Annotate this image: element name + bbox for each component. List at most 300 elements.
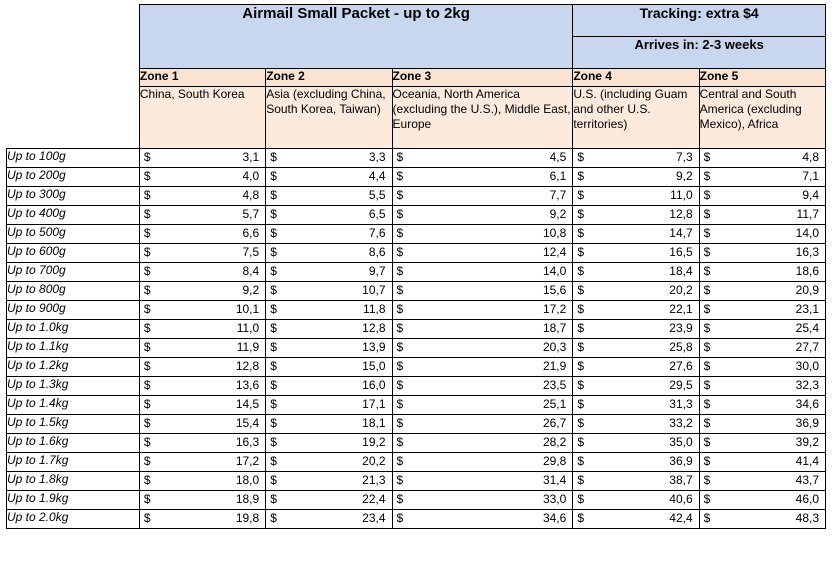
currency-symbol: $ (577, 397, 584, 411)
currency-symbol: $ (577, 245, 584, 259)
price-cell (573, 415, 699, 434)
price-cell (266, 263, 392, 282)
price-amount: 19,8 (235, 511, 260, 525)
zone-description-5: Central and South America (excluding Mexico), Africa (699, 87, 825, 149)
price-amount: 15,4 (235, 416, 260, 430)
price-amount: 11,8 (363, 302, 386, 316)
price-amount: 17,1 (362, 397, 386, 411)
price-amount: 8,6 (368, 245, 386, 259)
price-amount: 32,3 (795, 378, 819, 392)
price-cell (266, 434, 392, 453)
price-cell (266, 282, 392, 301)
currency-symbol: $ (577, 416, 584, 430)
currency-symbol: $ (270, 359, 277, 373)
price-cell (139, 396, 265, 415)
currency-symbol: $ (703, 435, 711, 449)
price-cell (573, 187, 699, 206)
price-amount: 14,7 (669, 226, 693, 240)
price-amount: 10,1 (235, 302, 260, 316)
table-row (7, 358, 826, 377)
weight-label: Up to 1.1kg (7, 339, 140, 358)
price-cell (392, 244, 573, 263)
price-amount: 18,7 (542, 321, 567, 335)
currency-symbol: $ (396, 378, 404, 392)
price-amount: 16,5 (669, 245, 693, 259)
price-cell (266, 320, 392, 339)
currency-symbol: $ (270, 226, 277, 240)
price-cell (699, 282, 825, 301)
price-cell (392, 453, 573, 472)
price-cell (266, 244, 392, 263)
price-cell (139, 377, 265, 396)
price-cell (266, 358, 392, 377)
table-row (7, 453, 826, 472)
price-cell (266, 510, 392, 529)
price-amount: 16,3 (795, 245, 819, 259)
price-amount: 46,0 (795, 492, 819, 506)
price-cell (573, 491, 699, 510)
currency-symbol: $ (396, 359, 404, 373)
zone-name-row (7, 69, 826, 87)
price-amount: 6,1 (549, 169, 567, 183)
price-amount: 16,3 (235, 435, 260, 449)
price-cell (266, 187, 392, 206)
table-row (7, 263, 826, 282)
price-amount: 33,0 (542, 492, 567, 506)
currency-symbol: $ (396, 492, 404, 506)
currency-symbol: $ (577, 264, 584, 278)
currency-symbol: $ (396, 188, 404, 202)
price-amount: 34,6 (542, 511, 567, 525)
price-amount: 25,1 (542, 397, 567, 411)
currency-symbol: $ (577, 169, 584, 183)
price-amount: 11,7 (796, 207, 819, 221)
price-amount: 40,6 (669, 492, 693, 506)
currency-symbol: $ (703, 340, 711, 354)
currency-symbol: $ (270, 245, 277, 259)
price-cell (392, 301, 573, 320)
price-cell (392, 206, 573, 225)
price-amount: 7,6 (368, 226, 386, 240)
price-cell (139, 472, 265, 491)
price-cell (573, 263, 699, 282)
weight-label: Up to 100g (7, 149, 140, 168)
currency-symbol: $ (577, 188, 584, 202)
table-row (7, 396, 826, 415)
weight-label: Up to 1.8kg (7, 472, 140, 491)
price-cell (139, 453, 265, 472)
price-amount: 20,2 (362, 454, 386, 468)
price-cell (139, 358, 265, 377)
price-cell (266, 472, 392, 491)
currency-symbol: $ (143, 207, 151, 221)
price-amount: 25,4 (795, 321, 819, 335)
price-amount: 17,2 (542, 302, 567, 316)
price-cell (699, 187, 825, 206)
price-amount: 35,0 (669, 435, 693, 449)
price-amount: 18,1 (362, 416, 386, 430)
price-amount: 22,1 (669, 302, 693, 316)
price-cell (699, 358, 825, 377)
currency-symbol: $ (270, 207, 277, 221)
price-cell (266, 377, 392, 396)
price-amount: 28,2 (542, 435, 567, 449)
price-amount: 12,8 (669, 207, 693, 221)
weight-label: Up to 800g (7, 282, 140, 301)
currency-symbol: $ (396, 397, 404, 411)
currency-symbol: $ (396, 511, 404, 525)
currency-symbol: $ (703, 397, 711, 411)
currency-symbol: $ (703, 492, 711, 506)
price-amount: 4,0 (242, 169, 260, 183)
price-amount: 48,3 (795, 511, 819, 525)
price-cell (573, 396, 699, 415)
price-cell (573, 434, 699, 453)
price-amount: 5,5 (368, 188, 386, 202)
price-cell (699, 320, 825, 339)
currency-symbol: $ (396, 207, 404, 221)
price-amount: 26,7 (542, 416, 567, 430)
currency-symbol: $ (703, 245, 711, 259)
currency-symbol: $ (396, 473, 404, 487)
zone-header-2: Zone 2 (266, 69, 392, 87)
weight-label: Up to 1.4kg (7, 396, 140, 415)
currency-symbol: $ (143, 359, 151, 373)
price-cell (266, 225, 392, 244)
weight-label: Up to 600g (7, 244, 140, 263)
price-amount: 11,0 (236, 321, 260, 335)
price-cell (573, 377, 699, 396)
price-cell (266, 339, 392, 358)
price-cell (699, 206, 825, 225)
currency-symbol: $ (143, 245, 151, 259)
price-cell (573, 453, 699, 472)
weight-label: Up to 700g (7, 263, 140, 282)
price-cell (139, 320, 265, 339)
price-amount: 16,0 (362, 378, 386, 392)
currency-symbol: $ (143, 397, 151, 411)
price-cell (573, 358, 699, 377)
price-amount: 36,9 (669, 454, 693, 468)
price-amount: 15,0 (362, 359, 386, 373)
price-cell (139, 282, 265, 301)
currency-symbol: $ (703, 150, 711, 164)
currency-symbol: $ (703, 473, 711, 487)
price-amount: 18,4 (669, 264, 693, 278)
price-amount: 10,7 (362, 283, 386, 297)
zone-description-1: China, South Korea (139, 87, 265, 149)
price-cell (573, 282, 699, 301)
price-amount: 9,7 (368, 264, 386, 278)
price-amount: 18,0 (235, 473, 260, 487)
currency-symbol: $ (396, 245, 404, 259)
price-cell (573, 320, 699, 339)
weight-label: Up to 1.6kg (7, 434, 140, 453)
price-amount: 43,7 (795, 473, 819, 487)
price-amount: 23,4 (362, 511, 386, 525)
price-amount: 21,3 (362, 473, 386, 487)
currency-symbol: $ (703, 169, 711, 183)
price-amount: 7,3 (675, 150, 693, 164)
price-cell (699, 168, 825, 187)
price-cell (392, 187, 573, 206)
price-amount: 23,9 (669, 321, 693, 335)
currency-symbol: $ (577, 435, 584, 449)
currency-symbol: $ (270, 302, 277, 316)
price-amount: 5,7 (242, 207, 260, 221)
price-cell (266, 206, 392, 225)
price-cell (392, 434, 573, 453)
currency-symbol: $ (143, 302, 151, 316)
price-amount: 29,5 (669, 378, 693, 392)
currency-symbol: $ (577, 454, 584, 468)
currency-symbol: $ (143, 511, 151, 525)
currency-symbol: $ (396, 169, 404, 183)
price-cell (266, 453, 392, 472)
weight-label: Up to 200g (7, 168, 140, 187)
zone-header-1: Zone 1 (139, 69, 265, 87)
price-cell (392, 396, 573, 415)
price-amount: 9,2 (675, 169, 693, 183)
price-cell (699, 301, 825, 320)
price-cell (699, 434, 825, 453)
price-cell (139, 225, 265, 244)
table-row (7, 168, 826, 187)
price-cell (699, 510, 825, 529)
price-cell (266, 491, 392, 510)
table-body (7, 5, 826, 529)
price-cell (699, 225, 825, 244)
currency-symbol: $ (577, 473, 584, 487)
currency-symbol: $ (703, 207, 711, 221)
tracking-note: Tracking: extra $4 (573, 5, 826, 37)
table-row (7, 244, 826, 263)
price-cell (699, 491, 825, 510)
zone-header-5: Zone 5 (699, 69, 825, 87)
currency-symbol: $ (143, 378, 151, 392)
weight-label: Up to 500g (7, 225, 140, 244)
currency-symbol: $ (577, 359, 584, 373)
price-amount: 39,2 (795, 435, 819, 449)
price-cell (139, 149, 265, 168)
price-amount: 12,8 (235, 359, 260, 373)
price-cell (392, 472, 573, 491)
currency-symbol: $ (703, 378, 711, 392)
weight-label: Up to 1.0kg (7, 320, 140, 339)
price-amount: 30,0 (795, 359, 819, 373)
currency-symbol: $ (396, 283, 404, 297)
currency-symbol: $ (270, 188, 277, 202)
price-cell (392, 377, 573, 396)
weight-label: Up to 1.9kg (7, 491, 140, 510)
table-row (7, 510, 826, 529)
price-amount: 31,3 (669, 397, 693, 411)
price-amount: 18,9 (235, 492, 260, 506)
currency-symbol: $ (703, 188, 711, 202)
zone-description-2: Asia (excluding China, South Korea, Taiwan) (266, 87, 392, 149)
corner-blank-2 (7, 37, 140, 69)
currency-symbol: $ (143, 435, 151, 449)
price-amount: 9,2 (549, 207, 567, 221)
price-cell (699, 377, 825, 396)
zone-header-4: Zone 4 (573, 69, 699, 87)
price-amount: 22,4 (362, 492, 386, 506)
currency-symbol: $ (270, 511, 277, 525)
price-amount: 27,6 (669, 359, 693, 373)
currency-symbol: $ (270, 321, 277, 335)
currency-symbol: $ (143, 492, 151, 506)
price-amount: 29,8 (542, 454, 567, 468)
price-amount: 8,4 (242, 264, 260, 278)
price-cell (266, 396, 392, 415)
price-amount: 23,1 (795, 302, 819, 316)
price-cell (266, 301, 392, 320)
price-cell (139, 434, 265, 453)
price-amount: 4,4 (368, 169, 386, 183)
currency-symbol: $ (577, 378, 584, 392)
zone-description-3: Oceania, North America (excluding the U.S.), Middle East, Europe (392, 87, 573, 149)
price-amount: 20,9 (795, 283, 819, 297)
currency-symbol: $ (143, 283, 151, 297)
price-amount: 7,5 (242, 245, 260, 259)
currency-symbol: $ (703, 416, 711, 430)
price-cell (392, 491, 573, 510)
shipping-rate-sheet (0, 4, 836, 576)
currency-symbol: $ (143, 264, 151, 278)
price-cell (392, 358, 573, 377)
price-cell (139, 187, 265, 206)
weight-label: Up to 1.7kg (7, 453, 140, 472)
currency-symbol: $ (396, 435, 404, 449)
table-row (7, 491, 826, 510)
currency-symbol: $ (270, 378, 277, 392)
price-amount: 9,4 (802, 188, 819, 202)
weight-label: Up to 1.5kg (7, 415, 140, 434)
price-amount: 42,4 (669, 511, 693, 525)
zone-description-4: U.S. (including Guam and other U.S. territories) (573, 87, 699, 149)
price-cell (392, 415, 573, 434)
price-amount: 41,4 (795, 454, 819, 468)
price-amount: 20,2 (669, 283, 693, 297)
price-cell (139, 168, 265, 187)
currency-symbol: $ (270, 397, 277, 411)
price-amount: 14,5 (235, 397, 260, 411)
price-cell (266, 168, 392, 187)
weight-label: Up to 1.3kg (7, 377, 140, 396)
currency-symbol: $ (270, 283, 277, 297)
price-cell (139, 339, 265, 358)
weight-label: Up to 300g (7, 187, 140, 206)
price-cell (699, 453, 825, 472)
table-row (7, 320, 826, 339)
currency-symbol: $ (703, 511, 711, 525)
price-cell (139, 206, 265, 225)
currency-symbol: $ (577, 511, 584, 525)
price-cell (392, 510, 573, 529)
price-cell (573, 168, 699, 187)
table-row (7, 149, 826, 168)
price-cell (139, 301, 265, 320)
price-cell (392, 339, 573, 358)
price-amount: 14,0 (542, 264, 567, 278)
price-cell (139, 263, 265, 282)
currency-symbol: $ (703, 454, 711, 468)
price-amount: 3,3 (368, 150, 386, 164)
price-cell (573, 244, 699, 263)
price-amount: 25,8 (669, 340, 693, 354)
table-row (7, 301, 826, 320)
price-cell (699, 415, 825, 434)
currency-symbol: $ (577, 150, 584, 164)
price-cell (392, 149, 573, 168)
price-amount: 15,6 (542, 283, 567, 297)
currency-symbol: $ (577, 226, 584, 240)
price-amount: 9,2 (242, 283, 260, 297)
price-amount: 11,0 (670, 188, 693, 202)
price-amount: 11,9 (236, 340, 260, 354)
price-cell (699, 472, 825, 491)
currency-symbol: $ (577, 283, 584, 297)
currency-symbol: $ (577, 340, 584, 354)
currency-symbol: $ (703, 321, 711, 335)
currency-symbol: $ (143, 226, 151, 240)
currency-symbol: $ (396, 321, 404, 335)
price-cell (699, 339, 825, 358)
price-amount: 34,6 (795, 397, 819, 411)
currency-symbol: $ (143, 188, 151, 202)
price-cell (573, 301, 699, 320)
price-cell (573, 225, 699, 244)
currency-symbol: $ (703, 283, 711, 297)
price-cell (392, 168, 573, 187)
price-amount: 31,4 (542, 473, 567, 487)
price-cell (573, 339, 699, 358)
currency-symbol: $ (143, 169, 151, 183)
currency-symbol: $ (143, 340, 151, 354)
price-cell (699, 263, 825, 282)
zone-header-3: Zone 3 (392, 69, 573, 87)
price-cell (699, 396, 825, 415)
corner-blank (7, 5, 140, 37)
price-amount: 20,3 (542, 340, 567, 354)
table-row (7, 472, 826, 491)
table-row (7, 434, 826, 453)
currency-symbol: $ (270, 454, 277, 468)
currency-symbol: $ (396, 454, 404, 468)
currency-symbol: $ (270, 340, 277, 354)
price-cell (392, 225, 573, 244)
price-cell (139, 244, 265, 263)
table-row (7, 206, 826, 225)
currency-symbol: $ (143, 416, 151, 430)
price-amount: 19,2 (362, 435, 386, 449)
rate-table (6, 4, 826, 529)
service-title: Airmail Small Packet - up to 2kg (139, 5, 572, 69)
price-amount: 6,6 (242, 226, 260, 240)
zone-description-row (7, 87, 826, 149)
weight-label: Up to 2.0kg (7, 510, 140, 529)
weight-label: Up to 900g (7, 301, 140, 320)
price-amount: 18,6 (795, 264, 819, 278)
price-cell (392, 263, 573, 282)
currency-symbol: $ (396, 150, 404, 164)
price-amount: 12,8 (362, 321, 386, 335)
currency-symbol: $ (270, 416, 277, 430)
price-cell (699, 244, 825, 263)
currency-symbol: $ (143, 321, 151, 335)
weight-label: Up to 400g (7, 206, 140, 225)
table-row (7, 377, 826, 396)
